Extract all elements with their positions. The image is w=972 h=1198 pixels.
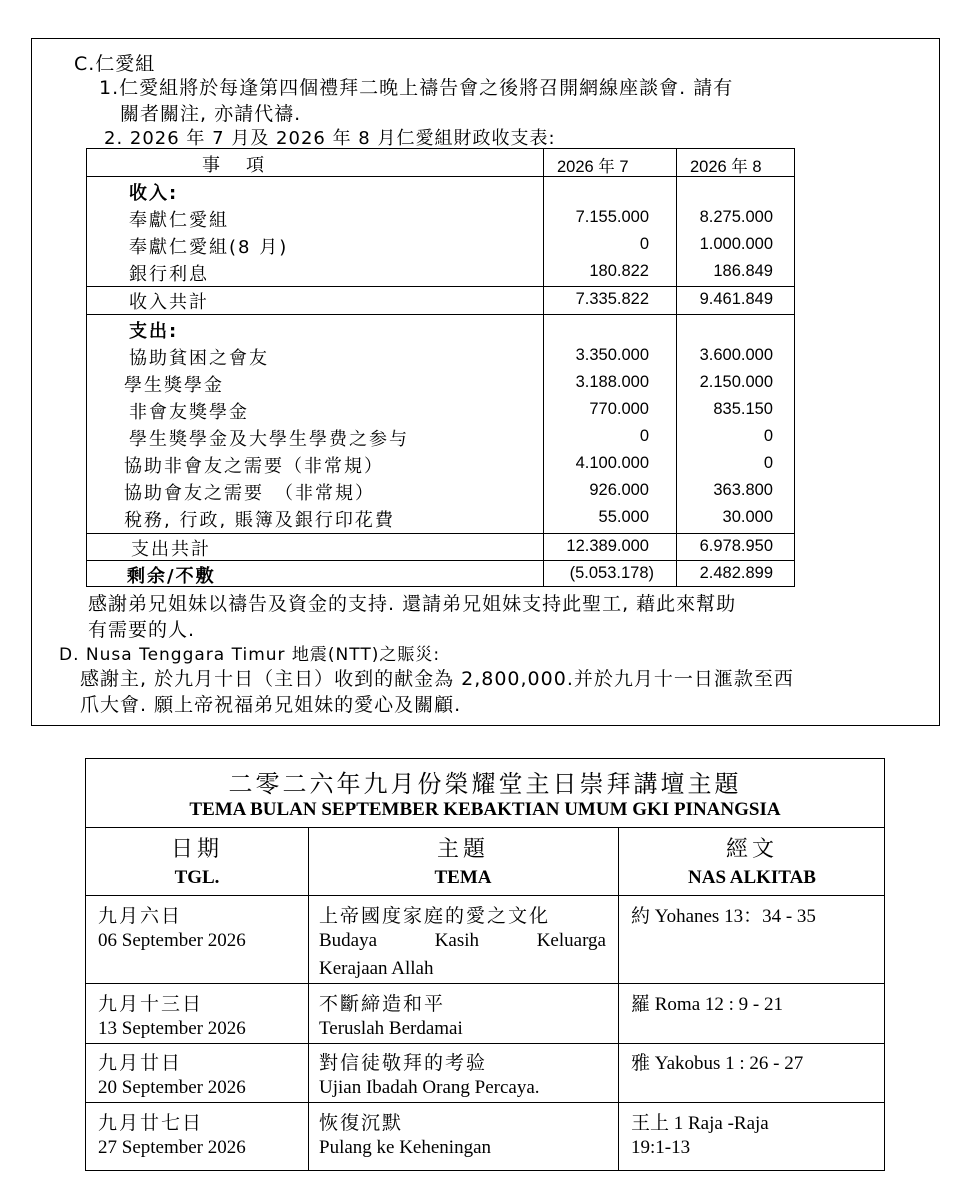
- expense-row-label: 協助貧困之會友: [129, 348, 269, 369]
- income-row-jul: 0: [639, 235, 649, 253]
- header-jul: 2026 年 7: [557, 158, 629, 176]
- header-date-id: TGL.: [174, 867, 220, 888]
- expense-row-aug: 0: [763, 427, 773, 445]
- row-date-id: 27 September 2026: [98, 1137, 246, 1158]
- row-theme-id: Ujian Ibadah Orang Percaya.: [319, 1077, 540, 1098]
- row-theme-cn: 不斷締造和平: [319, 993, 446, 1015]
- sermon-schedule-table: [85, 758, 885, 1171]
- expense-row-aug: 0: [763, 454, 773, 472]
- section-d-line1: 感謝主, 於九月十日（主日）收到的献金為 2,800,000.并於九月十一日滙款至西: [80, 668, 794, 690]
- expense-row-label: 稅務, 行政, 賬簿及銀行印花費: [124, 510, 395, 531]
- expense-row-aug: 3.600.000: [699, 346, 773, 364]
- expense-row-label: 協助非會友之需要（非常規）: [124, 456, 384, 477]
- income-row-label: 銀行利息: [129, 264, 209, 285]
- expense-total-label: 支出共計: [131, 539, 211, 560]
- expense-row-label: 協助會友之需要 （非常規）: [124, 483, 375, 504]
- schedule-title-id: TEMA BULAN SEPTEMBER KEBAKTIAN UMUM GKI PINANGSIA: [189, 799, 781, 820]
- balance-label: 剩余/不敷: [127, 566, 216, 587]
- section-c-item2: 2. 2026 年 7 月及 2026 年 8 月仁愛組財政收支表:: [104, 128, 556, 149]
- row-theme-cn: 對信徒敬拜的考验: [319, 1052, 488, 1074]
- row-date-cn: 九月廿日: [98, 1052, 183, 1074]
- finance-table: [86, 148, 795, 587]
- income-total-aug: 9.461.849: [699, 290, 773, 308]
- row-date-cn: 九月十三日: [98, 993, 204, 1015]
- header-date-cn: 日期: [170, 837, 223, 862]
- row-theme-cn: 恢復沉默: [319, 1112, 404, 1134]
- income-row-jul: 180.822: [589, 262, 649, 280]
- income-heading: 收入:: [129, 183, 179, 204]
- expense-row-aug: 30.000: [722, 508, 773, 526]
- row-theme-id: Pulang ke Keheningan: [319, 1137, 492, 1158]
- thanks-line2: 有需要的人.: [88, 619, 196, 641]
- row-date-cn: 九月廿七日: [98, 1112, 204, 1134]
- header-verse-cn: 經文: [725, 837, 778, 862]
- row-date-cn: 九月六日: [98, 905, 183, 927]
- row-date-id: 06 September 2026: [98, 930, 246, 951]
- expense-row-jul: 3.188.000: [575, 373, 649, 391]
- expense-row-jul: 3.350.000: [575, 346, 649, 364]
- expense-row-jul: 926.000: [589, 481, 649, 499]
- expense-row-jul: 770.000: [589, 400, 649, 418]
- income-total-jul: 7.335.822: [575, 290, 649, 308]
- expense-row-aug: 835.150: [713, 400, 773, 418]
- row-theme-id: Budaya Kasih Keluarga: [319, 930, 606, 951]
- row-date-id: 20 September 2026: [98, 1077, 246, 1098]
- row-date-id: 13 September 2026: [98, 1018, 246, 1039]
- row-verse: 王上 1 Raja -Raja: [631, 1113, 769, 1134]
- header-theme-id: TEMA: [434, 867, 492, 888]
- row-verse: 約 Yohanes 13：34 - 35: [631, 906, 816, 927]
- row-verse-2: 19:1-13: [631, 1137, 691, 1158]
- header-item: 事 項: [202, 155, 268, 176]
- row-theme-id: Teruslah Berdamai: [319, 1018, 463, 1039]
- schedule-title-cn: 二零二六年九月份榮耀堂主日崇拜講壇主題: [228, 770, 742, 798]
- header-aug: 2026 年 8: [690, 158, 762, 176]
- expense-row-jul: 4.100.000: [575, 454, 649, 472]
- expense-row-label: 非會友獎學金: [129, 402, 249, 423]
- section-c-item1-line2: 關者關注, 亦請代禱.: [120, 103, 302, 125]
- expense-row-label: 學生獎學金及大學生學费之参与: [129, 429, 409, 450]
- row-theme-id-2: Kerajaan Allah: [319, 958, 434, 979]
- section-d-line2: 爪大會. 願上帝祝福弟兄姐妹的愛心及關顧.: [80, 694, 462, 716]
- expense-row-jul: 0: [639, 427, 649, 445]
- thanks-line1: 感謝弟兄姐妹以禱告及資金的支持. 還請弟兄姐妹支持此聖工, 藉此來幫助: [88, 593, 737, 615]
- expense-row-aug: 2.150.000: [699, 373, 773, 391]
- section-d-title: D. Nusa Tenggara Timur 地震(NTT)之賑災:: [59, 645, 441, 665]
- income-row-label: 奉獻仁愛組(8 月): [129, 237, 289, 258]
- header-theme-cn: 主題: [436, 837, 489, 862]
- balance-jul: (5.053.178): [569, 564, 654, 582]
- expense-row-aug: 363.800: [713, 481, 773, 499]
- section-c-item1-line1: 1.仁愛組將於每逢第四個禮拜二晚上禱告會之後將召開網線座談會. 請有: [99, 77, 734, 99]
- expense-total-aug: 6.978.950: [699, 537, 773, 555]
- header-verse-id: NAS ALKITAB: [688, 867, 816, 888]
- income-row-aug: 8.275.000: [699, 208, 773, 226]
- expense-total-jul: 12.389.000: [566, 537, 649, 555]
- row-theme-cn: 上帝國度家庭的愛之文化: [319, 905, 551, 927]
- expense-row-jul: 55.000: [598, 508, 649, 526]
- income-row-aug: 1.000.000: [699, 235, 773, 253]
- row-verse: 雅 Yakobus 1 : 26 - 27: [631, 1053, 804, 1074]
- income-row-jul: 7.155.000: [575, 208, 649, 226]
- income-row-label: 奉獻仁愛組: [129, 210, 229, 231]
- row-verse: 羅 Roma 12 : 9 - 21: [631, 994, 783, 1015]
- income-total-label: 收入共計: [129, 292, 209, 313]
- income-row-aug: 186.849: [713, 262, 773, 280]
- expense-row-label: 學生獎學金: [124, 375, 224, 396]
- section-c-title: C.仁愛組: [74, 53, 156, 75]
- expense-heading: 支出:: [129, 321, 179, 342]
- balance-aug: 2.482.899: [699, 564, 773, 582]
